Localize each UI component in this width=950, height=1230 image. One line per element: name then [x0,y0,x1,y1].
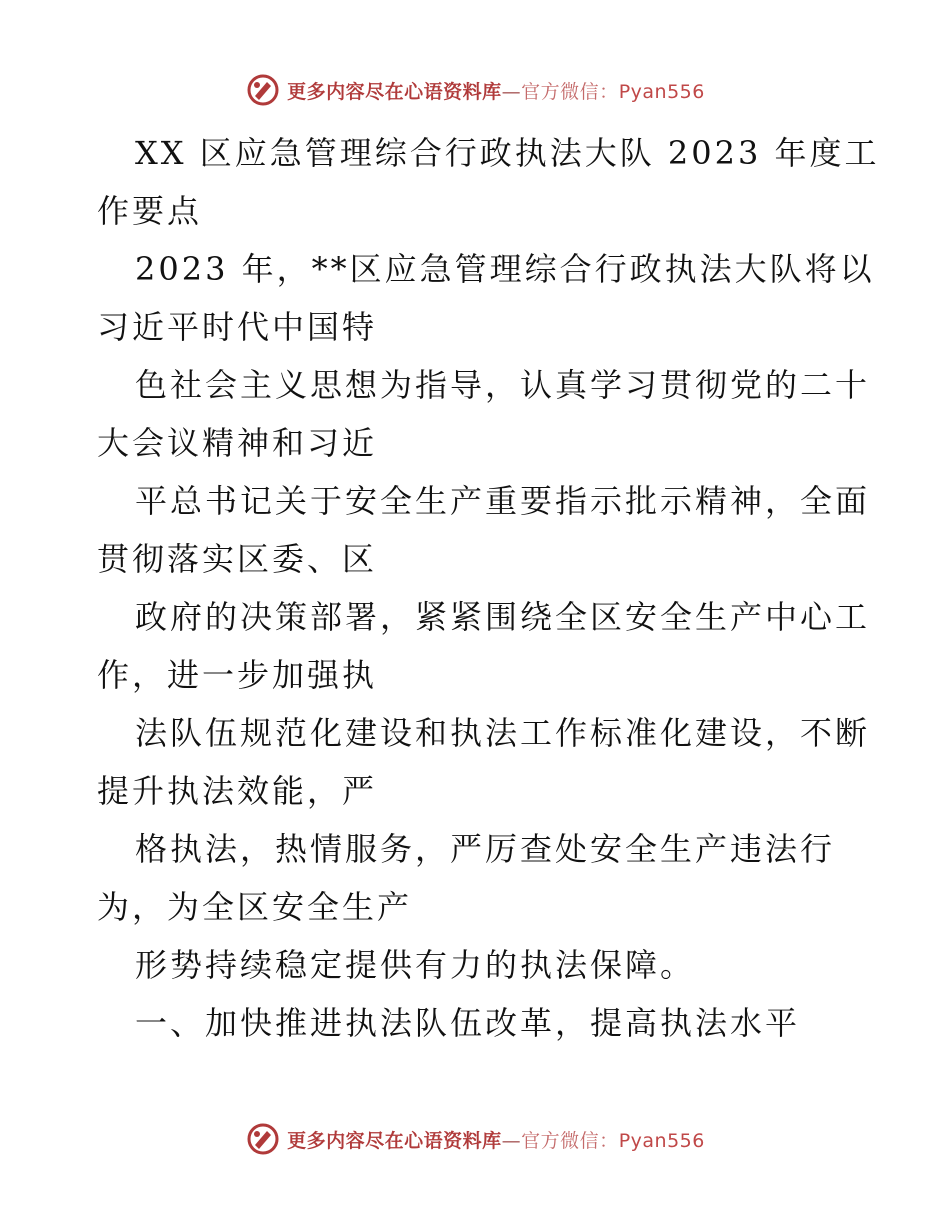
document-body [97,124,880,1052]
watermark-wechat-label: 官方微信： [521,1129,619,1152]
watermark-logo-icon [245,72,281,108]
paragraph-line: 作，进一步加强执 [97,656,378,694]
watermark-wechat-id: Pyan556 [618,1129,705,1152]
section-heading: 一、加快推进执法队伍改革，提高执法水平 [135,1004,801,1042]
paragraph-line: 提升执法效能，严 [97,772,378,810]
paragraph-line: 政府的决策部署，紧紧围绕全区安全生产中心工 [135,598,871,636]
paragraph-line: 习近平时代中国特 [97,308,378,346]
watermark-separator: — [501,80,522,103]
paragraph-line: 法队伍规范化建设和执法工作标准化建设，不断 [135,714,871,752]
watermark-logo-icon [245,1121,281,1157]
watermark-wechat-label: 官方微信： [521,80,619,103]
paragraph-line: 为，为全区安全生产 [97,888,413,926]
watermark-text [287,77,705,104]
paragraph-line: 色社会主义思想为指导，认真学习贯彻党的二十 [135,366,871,404]
watermark-text [287,1126,705,1153]
watermark-wechat-id: Pyan556 [618,80,705,103]
watermark-separator: — [501,1129,522,1152]
paragraph-line: 格执法，热情服务，严厉查处安全生产违法行 [135,830,836,868]
footer-watermark [0,1119,950,1159]
paragraph-line: 形势持续稳定提供有力的执法保障。 [135,946,696,984]
title-line-1: XX 区应急管理综合行政执法大队 2023 年度工 [135,134,880,172]
watermark-main: 更多内容尽在心语资料库 [287,1129,502,1152]
paragraph-line: 大会议精神和习近 [97,424,378,462]
title-line-2: 作要点 [97,192,203,230]
paragraph-line: 2023 年，**区应急管理综合行政执法大队将以 [135,250,875,288]
paragraph-line: 贯彻落实区委、区 [97,540,378,578]
header-watermark [0,70,950,110]
watermark-main: 更多内容尽在心语资料库 [287,80,502,103]
paragraph-line: 平总书记关于安全生产重要指示批示精神，全面 [135,482,871,520]
